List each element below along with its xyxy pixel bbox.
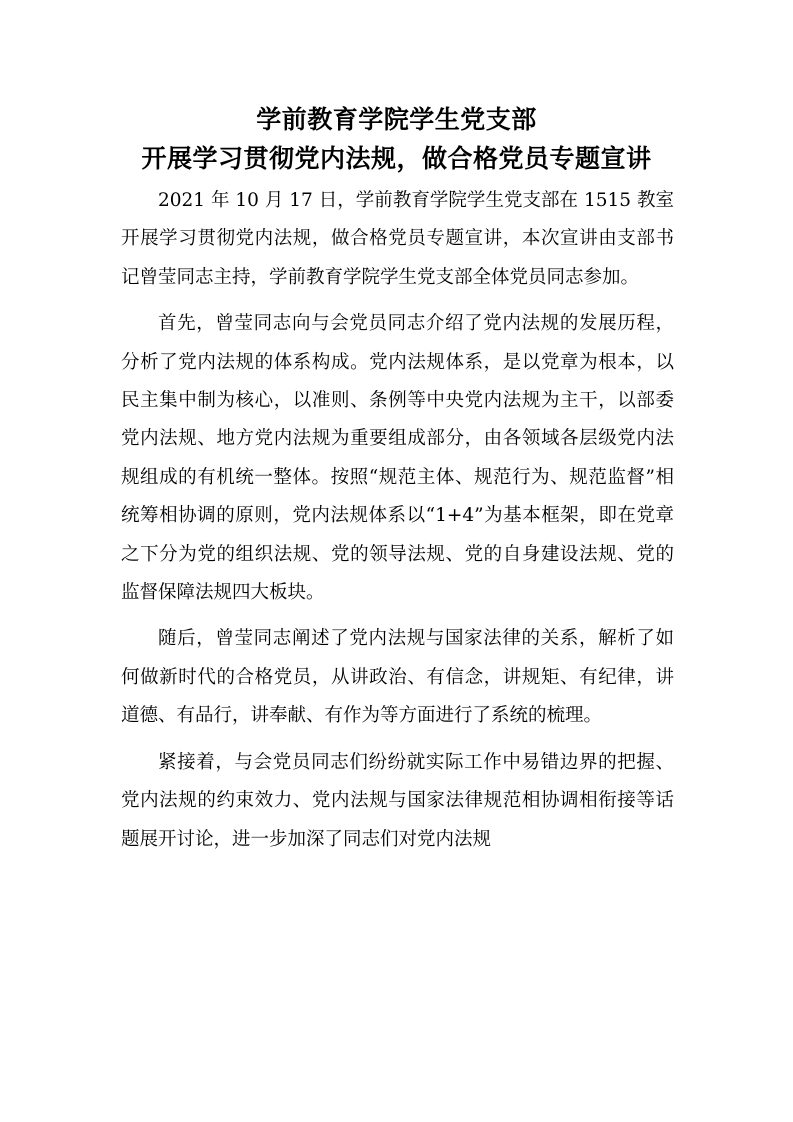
document-title-line-2: 开展学习贯彻党内法规，做合格党员专题宣讲 (141, 144, 652, 173)
document-title-line-1: 学前教育学院学生党支部 (256, 105, 537, 134)
document-body (121, 182, 674, 867)
body-paragraph-4: 紧接着，与会党员同志们纷纷就实际工作中易错边界的把握、党内法规的约束效力、党内法规与国家法律规范相协调相衔接等话题展开讨论，进一步加深了同志们对党内法规 (121, 751, 674, 850)
body-paragraph-1: 2021 年 10 月 17 日，学前教育学院学生党支部在 1515 教室开展学习贯彻党内法规，做合格党员专题宣讲，本次宣讲由支部书记曾莹同志主持，学前教育学院学生党支部全体党员同志参加。 (121, 190, 674, 288)
body-paragraph-3: 随后，曾莹同志阐述了党内法规与国家法律的关系，解析了如何做新时代的合格党员，从讲政治、有信念，讲规矩、有纪律，讲道德、有品行，讲奉献、有作为等方面进行了系统的梳理。 (121, 628, 674, 727)
body-paragraph-2: 首先，曾莹同志向与会党员同志介绍了党内法规的发展历程，分析了党内法规的体系构成。党内法规体系，是以党章为根本，以民主集中制为核心，以准则、条例等中央党内法规为主干，以部委党内法规、地方党内法规为重要组成部分，由各领域各层级党内法规组成的有机统一整体。按照“规范主体、规范行为、规范监督”相统筹相协调的原则，党内法规体系以“1+4”为基本框架，即在党章之下分为党的组织法规、党的领导法规、党的自身建设法规、党的监督保障法规四大板块。 (121, 313, 674, 604)
